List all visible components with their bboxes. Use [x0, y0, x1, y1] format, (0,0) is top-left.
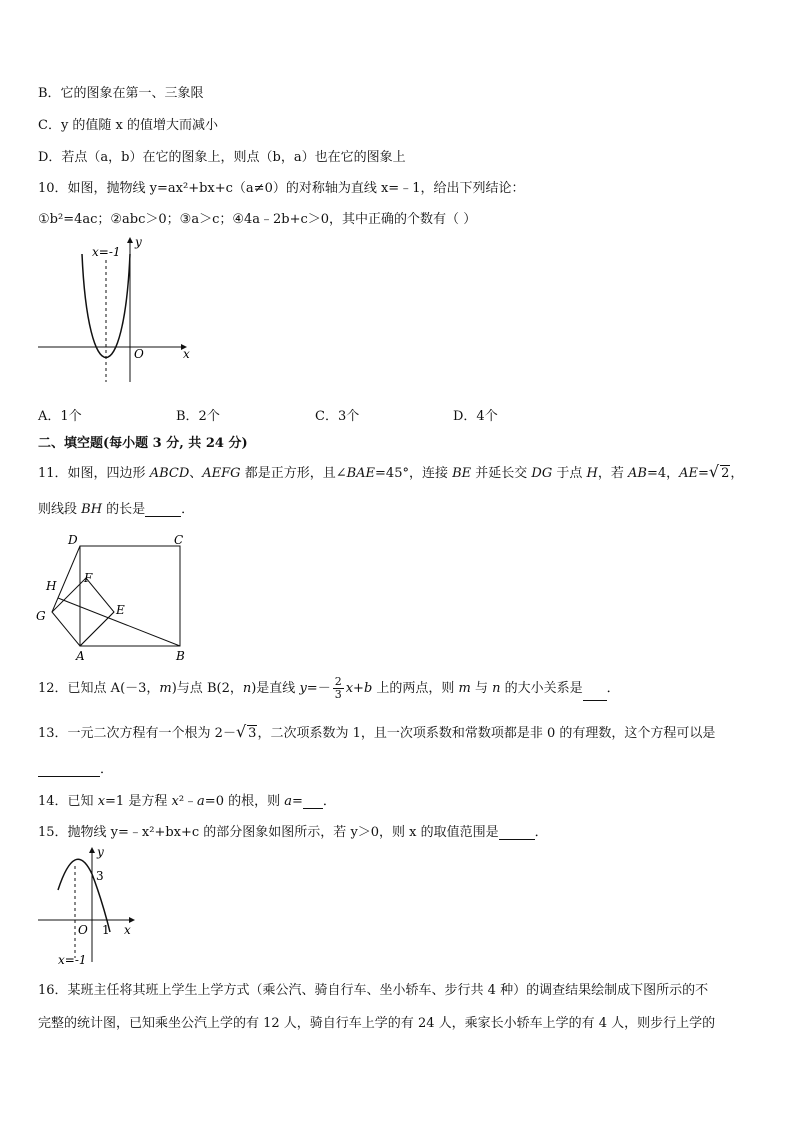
- q16-line-1: 16．某班主任将其班上学生上学方式（乘公汽、骑自行车、坐小轿车、步行共 4 种）的调查结果绘制成下图所示的不: [38, 983, 709, 998]
- q9-option-c: C．y 的值随 x 的值增大而减小: [38, 118, 219, 133]
- answer-blank: [38, 762, 100, 777]
- svg-text:C: C: [174, 533, 184, 547]
- fraction-two-thirds: $\frac{2}{3}$: [334, 675, 342, 701]
- q15-stem: 15．抛物线 y=﹣x²+bx+c 的部分图象如图所示，若 y＞0，则 x 的取值范围是 ．: [38, 825, 548, 840]
- svg-text:x: x: [124, 923, 131, 937]
- q10-option-c: C．3个: [315, 409, 360, 424]
- square-aefg: [52, 578, 114, 646]
- q10-option-d: D．4个: [453, 409, 498, 424]
- section-title-fill-in: 二、填空题(每小题 3 分, 共 24 分): [38, 436, 248, 451]
- x-axis-label: x: [183, 347, 190, 361]
- q15-parabola-figure: [36, 844, 146, 968]
- svg-text:G: G: [36, 609, 46, 623]
- y-axis-label: y: [135, 235, 142, 249]
- parabola-curve: [82, 254, 130, 358]
- q9-option-d: D．若点（a，b）在它的图象上，则点（b，a）也在它的图象上: [38, 150, 406, 165]
- axis-of-symmetry-label: x=-1: [92, 245, 121, 259]
- q10-conclusions: ①b²=4ac；②abc＞0；③a＞c；④4a﹣2b+c＞0，其中正确的个数有（ ）: [38, 212, 477, 227]
- q10-option-b: B．2个: [176, 409, 220, 424]
- q11-squares-figure: [34, 530, 194, 662]
- svg-text:A: A: [76, 649, 85, 663]
- q11-stem: 11．如图，四边形 ABCD、AEFG 都是正方形，且∠BAE=45°，连接 BE 并延长交 DG 于点 H，若 AB=4，AE=√ 2，: [38, 462, 744, 481]
- q9-option-b: B．它的图象在第一、三象限: [38, 86, 204, 101]
- svg-text:H: H: [46, 579, 57, 593]
- q16-line-2: 完整的统计图，已知乘坐公汽上学的有 12 人，骑自行车上学的有 24 人，乘家长小轿车上学的有 4 人，则步行上学的: [38, 1016, 716, 1031]
- answer-blank: [583, 686, 607, 701]
- q12-stem: 12．已知点 A(－3，m)与点 B(2，n)是直线 y=－ $\frac{2}{3}$ x+b 上的两点，则 m 与 n 的大小关系是 ．: [38, 675, 620, 701]
- svg-text:3: 3: [96, 869, 104, 883]
- svg-text:1: 1: [102, 923, 110, 937]
- q10-parabola-figure: [36, 232, 196, 392]
- svg-text:y: y: [97, 845, 104, 859]
- answer-blank: [499, 825, 535, 840]
- q14-stem: 14．已知 x=1 是方程 x²﹣a=0 的根，则 a= ．: [38, 794, 336, 809]
- svg-text:E: E: [116, 603, 125, 617]
- answer-blank: [145, 502, 181, 517]
- svg-text:D: D: [68, 533, 78, 547]
- q11-question: 则线段 BH 的长是 ．: [38, 502, 195, 517]
- answer-blank: [303, 794, 323, 809]
- line-ae: [80, 612, 114, 646]
- svg-text:x=-1: x=-1: [58, 953, 87, 967]
- svg-text:F: F: [84, 571, 93, 585]
- svg-text:O: O: [78, 923, 88, 937]
- q10-stem: 10．如图，抛物线 y=ax²+bx+c（a≠0）的对称轴为直线 x=﹣1，给出下列结论：: [38, 181, 525, 196]
- svg-text:B: B: [176, 649, 185, 663]
- q10-option-a: A．1个: [38, 409, 82, 424]
- q13-answer-line: ．: [38, 758, 113, 777]
- q13-stem: 13．一元二次方程有一个根为 2－√ 3，二次项系数为 1，且一次项系数和常数项都是非 0 的有理数，这个方程可以是: [38, 722, 716, 741]
- origin-label: O: [134, 347, 144, 361]
